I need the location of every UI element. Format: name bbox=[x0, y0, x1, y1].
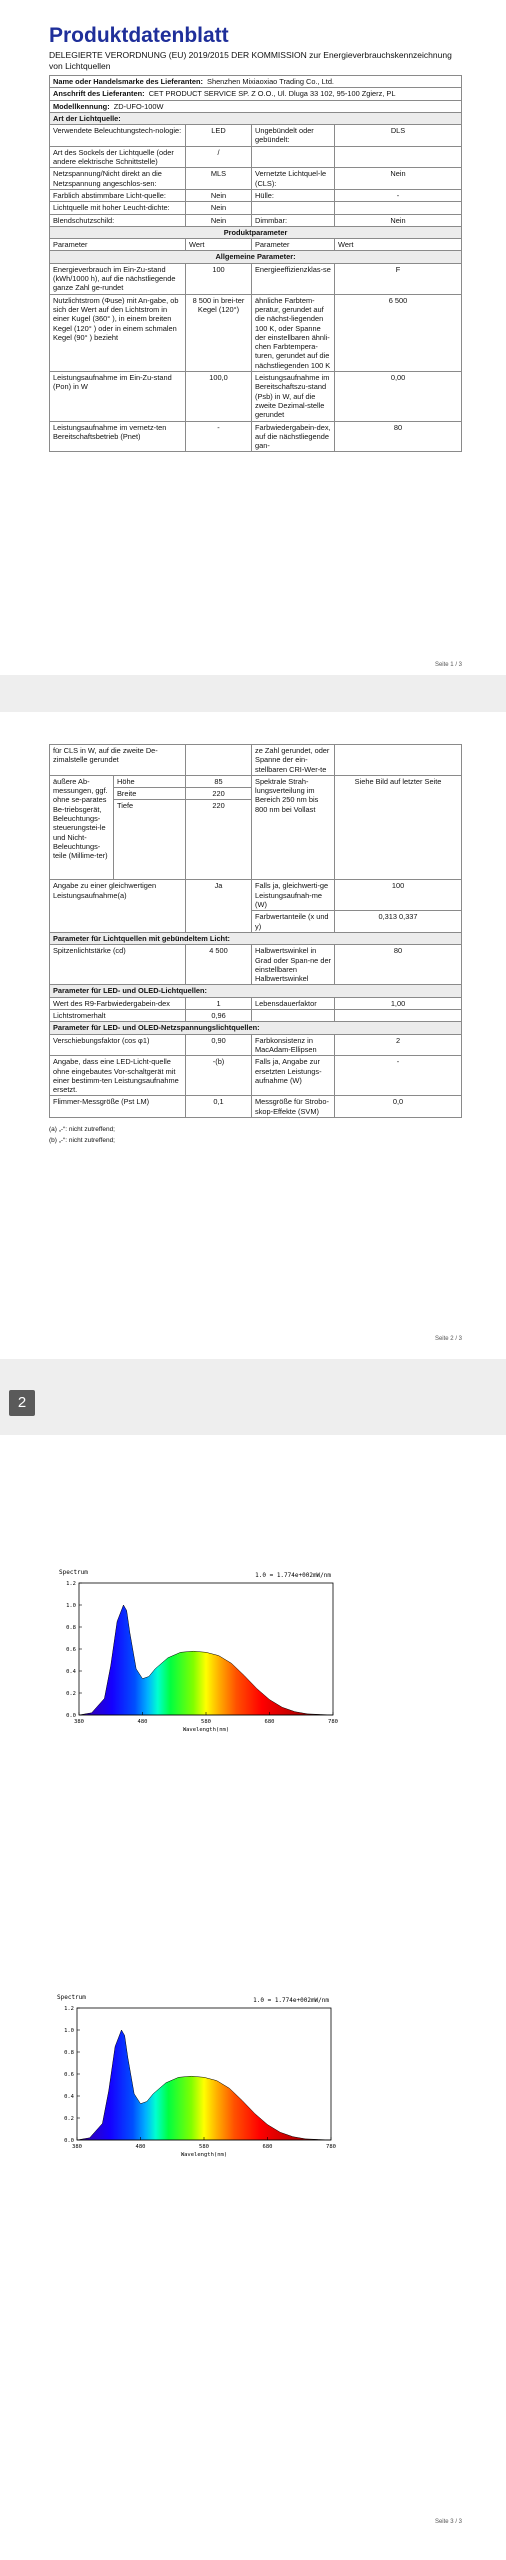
colour-consistency-value: 2 bbox=[335, 1034, 462, 1056]
param-label: Lichtquelle mit hoher Leucht-dichte: bbox=[50, 202, 186, 214]
y-tick-label: 1.0 bbox=[66, 1603, 76, 1609]
equivalent-power-value: Ja bbox=[186, 880, 252, 932]
x-tick-label: 480 bbox=[135, 2144, 146, 2150]
param-value: Nein bbox=[335, 168, 462, 190]
light-source-type-row bbox=[50, 214, 462, 226]
power-factor-value: 0,90 bbox=[186, 1034, 252, 1056]
param-value: Nein bbox=[186, 202, 252, 214]
stroboscopic-value: 0,0 bbox=[335, 1096, 462, 1118]
chromaticity-label: Farbwertanteile (x und y) bbox=[252, 911, 335, 933]
chart-annotation: 1.0 = 1.774e+002mW/nm bbox=[255, 1572, 331, 1579]
replaced-power-value: - bbox=[335, 1056, 462, 1096]
colour-consistency-label: Farbkonsistenz in MacAdam-Ellipsen bbox=[252, 1034, 335, 1056]
lumen-maintenance-value: 0,96 bbox=[186, 1010, 252, 1022]
param-value: Nein bbox=[186, 189, 252, 201]
param-value: 0,00 bbox=[335, 372, 462, 421]
param-label: Blendschutzschild: bbox=[50, 214, 186, 226]
document-title: Produktdatenblatt bbox=[49, 24, 229, 47]
param-value: F bbox=[335, 263, 462, 294]
param-value bbox=[335, 202, 462, 214]
y-tick-label: 0.2 bbox=[64, 2116, 74, 2122]
dim-height-label: Höhe bbox=[114, 775, 186, 787]
spectral-distribution-label: Spektrale Strah-lungsverteilung im Bereich 250 nm bis 800 nm bei Vollast bbox=[252, 775, 335, 880]
x-axis-label: Wavelength(nm) bbox=[180, 2152, 228, 2158]
model-row bbox=[50, 100, 462, 112]
x-tick-label: 780 bbox=[328, 1719, 338, 1725]
r9-value: 1 bbox=[186, 997, 252, 1009]
lumen-maintenance-label: Lichtstromerhalt bbox=[50, 1010, 186, 1022]
x-tick-label: 380 bbox=[72, 2144, 82, 2150]
survival-factor-label: Lebensdauerfaktor bbox=[252, 997, 335, 1009]
param-label: Nutzlichtstrom (Φuse) mit An-gabe, ob sich der Wert auf den Lichtstrom in einer Kugel (360° ), in einem breiten Kegel (120° ) oder in einem schmalen Kegel (90° ) bezieht bbox=[50, 294, 186, 371]
model-label: Modellkennung: bbox=[53, 101, 110, 111]
outer-dimensions-label: äußere Ab-messungen, ggf. ohne se-parates Be-triebsgerät, Beleuchtungs-steuerungstei-le und Nicht-Beleuchtungs-teile (Millime-ter) bbox=[50, 775, 114, 880]
supplier-address-label: Anschrift des Lieferanten: bbox=[53, 89, 145, 99]
power-factor-label: Verschiebungsfaktor (cos φ1) bbox=[50, 1034, 186, 1056]
param-label bbox=[252, 202, 335, 214]
param-label: Vernetzte Lichtquel-le (CLS): bbox=[252, 168, 335, 190]
y-tick-label: 1.2 bbox=[64, 2006, 74, 2012]
col-header-parameter-2: Parameter bbox=[252, 239, 335, 251]
light-source-type-row bbox=[50, 202, 462, 214]
general-parameter-row bbox=[50, 372, 462, 421]
general-parameter-row bbox=[50, 263, 462, 294]
col-header-value-2: Wert bbox=[335, 239, 462, 251]
param-value: LED bbox=[186, 125, 252, 147]
param-value: 80 bbox=[335, 421, 462, 452]
param-value: Nein bbox=[186, 214, 252, 226]
dim-width-label: Breite bbox=[114, 788, 186, 800]
supplier-name-row bbox=[50, 76, 462, 88]
datasheet-page-1 bbox=[0, 0, 506, 675]
param-label bbox=[252, 146, 335, 168]
directional-heading: Parameter für Lichtquellen mit gebündeltem Licht: bbox=[50, 932, 462, 944]
chart-title: Spectrum bbox=[59, 1569, 88, 1576]
spectral-distribution-value: Siehe Bild auf letzter Seite bbox=[335, 775, 462, 880]
x-tick-label: 380 bbox=[74, 1719, 84, 1725]
supplier-table bbox=[49, 75, 462, 452]
dim-height-value: 85 bbox=[186, 775, 252, 787]
page-2-content bbox=[49, 744, 461, 1146]
light-source-type-row bbox=[50, 125, 462, 147]
retrofit-claim-value: -(b) bbox=[186, 1056, 252, 1096]
param-label: Verwendete Beleuchtungstech-nologie: bbox=[50, 125, 186, 147]
y-tick-label: 0.6 bbox=[64, 2072, 74, 2078]
param-label: Energieeffizienzklas-se bbox=[252, 263, 335, 294]
page-number-3: Seite 3 / 3 bbox=[434, 2519, 462, 2525]
parameters-table-continued bbox=[49, 744, 462, 1118]
light-source-type-row bbox=[50, 189, 462, 201]
y-tick-label: 0.2 bbox=[66, 1691, 76, 1697]
supplier-address-value: CET PRODUCT SERVICE SP. Z O.O., Ul. Dluga 33 102, 95-100 Zgierz, PL bbox=[148, 89, 396, 99]
light-source-type-row bbox=[50, 168, 462, 190]
col-header-parameter: Parameter bbox=[50, 239, 186, 251]
led-heading: Parameter für LED- und OLED-Lichtquellen: bbox=[50, 985, 462, 997]
peak-intensity-label: Spitzenlichtstärke (cd) bbox=[50, 945, 186, 985]
y-tick-label: 0.4 bbox=[64, 2094, 74, 2100]
light-source-type-row bbox=[50, 146, 462, 168]
param-value: MLS bbox=[186, 168, 252, 190]
dim-depth-value: 220 bbox=[186, 800, 252, 880]
page-1-content bbox=[49, 24, 461, 452]
param-value: Nein bbox=[335, 214, 462, 226]
regulation-subtitle: DELEGIERTE VERORDNUNG (EU) 2019/2015 DER KOMMISSION zur Energieverbrauchskennzeichnung von Lichtquellen bbox=[49, 50, 452, 71]
param-value: 100 bbox=[186, 263, 252, 294]
dim-depth-label: Tiefe bbox=[114, 800, 186, 880]
beam-angle-value: 80 bbox=[335, 945, 462, 985]
param-value: / bbox=[186, 146, 252, 168]
y-tick-label: 0.8 bbox=[66, 1625, 76, 1631]
chromaticity-value: 0,313 0,337 bbox=[335, 911, 462, 933]
param-value: 8 500 in brei-ter Kegel (120°) bbox=[186, 294, 252, 371]
chart-annotation: 1.0 = 1.774e+002mW/nm bbox=[253, 1997, 329, 2004]
param-value: 100,0 bbox=[186, 372, 252, 421]
general-parameter-row bbox=[50, 294, 462, 371]
model-value: ZD-UFO-100W bbox=[113, 101, 164, 111]
chart-title: Spectrum bbox=[57, 1994, 86, 2001]
x-tick-label: 780 bbox=[326, 2144, 336, 2150]
param-label: Leistungsaufnahme im Ein-Zu-stand (Pon) in W bbox=[50, 372, 186, 421]
param-label: ähnliche Farbtem-peratur, gerundet auf die nächst-liegenden 100 K, oder Spanne der einstellbaren ähnli-chen Farbtempera-turen, gerundet auf die nächstliegenden 100 K bbox=[252, 294, 335, 371]
footnote-b: (b) „-“: nicht zutreffend; bbox=[49, 1137, 115, 1145]
r9-label: Wert des R9-Farbwiedergabein-dex bbox=[50, 997, 186, 1009]
page-number-1: Seite 1 / 3 bbox=[434, 662, 462, 668]
param-value: DLS bbox=[335, 125, 462, 147]
general-parameter-row bbox=[50, 421, 462, 452]
param-label: Ungebündelt oder gebündelt: bbox=[252, 125, 335, 147]
flicker-label: Flimmer-Messgröße (Pst LM) bbox=[50, 1096, 186, 1118]
product-parameters-heading: Produktparameter bbox=[50, 226, 462, 238]
param-label: Leistungsaufnahme im vernetz-ten Bereitschaftsbetrieb (Pnet) bbox=[50, 421, 186, 452]
peak-intensity-value: 4 500 bbox=[186, 945, 252, 985]
param-value: 6 500 bbox=[335, 294, 462, 371]
equivalent-power-w-value: 100 bbox=[335, 880, 462, 911]
stroboscopic-label: Messgröße für Strobo-skop-Effekte (SVM) bbox=[252, 1096, 335, 1118]
spectrum-chart-1 bbox=[57, 1565, 345, 1741]
y-tick-label: 1.2 bbox=[66, 1581, 76, 1587]
param-label: Leistungsaufnahme im Bereitschaftszu-stand (Psb) in W, auf die zweite Dezimal-stelle gerundet bbox=[252, 372, 335, 421]
supplier-address-row bbox=[50, 88, 462, 100]
datasheet-page-3 bbox=[0, 1435, 506, 2560]
x-axis-label: Wavelength(nm) bbox=[182, 1727, 230, 1733]
survival-factor-value: 1,00 bbox=[335, 997, 462, 1009]
y-tick-label: 0.0 bbox=[66, 1713, 76, 1719]
footnote-a: (a) „-“: nicht zutreffend; bbox=[49, 1126, 115, 1134]
flicker-value: 0,1 bbox=[186, 1096, 252, 1118]
x-tick-label: 580 bbox=[201, 1719, 211, 1725]
param-value: - bbox=[335, 189, 462, 201]
param-label: Netzspannung/Nicht direkt an die Netzspannung angeschlos-sen: bbox=[50, 168, 186, 190]
general-parameters-heading: Allgemeine Parameter: bbox=[50, 251, 462, 263]
cls-power-continued: für CLS in W, auf die zweite De-zimalstelle gerundet bbox=[50, 745, 186, 776]
spectrum-chart-2 bbox=[55, 1990, 343, 2166]
y-tick-label: 0.0 bbox=[64, 2138, 74, 2144]
supplier-name-label: Name oder Handelsmarke des Lieferanten: bbox=[53, 77, 203, 86]
equivalent-power-label: Angabe zu einer gleichwertigen Leistungsaufnahme(a) bbox=[50, 880, 186, 932]
y-tick-label: 1.0 bbox=[64, 2028, 74, 2034]
param-value bbox=[335, 146, 462, 168]
equivalent-power-w-label: Falls ja, gleichwerti-ge Leistungsaufnah-me (W) bbox=[252, 880, 335, 911]
replaced-power-label: Falls ja, Angabe zur ersetzten Leistungs-aufnahme (W) bbox=[252, 1056, 335, 1096]
page-number-2: Seite 2 / 3 bbox=[434, 1336, 462, 1342]
datasheet-page-2 bbox=[0, 712, 506, 1359]
dim-width-value: 220 bbox=[186, 788, 252, 800]
x-tick-label: 680 bbox=[264, 1719, 275, 1725]
cri-continued: ze Zahl gerundet, oder Spanne der ein-stellbaren CRI-Wer-te bbox=[252, 745, 335, 776]
x-tick-label: 580 bbox=[199, 2144, 209, 2150]
param-label: Dimmbar: bbox=[252, 214, 335, 226]
mains-led-heading: Parameter für LED- und OLED-Netzspannungslichtquellen: bbox=[50, 1022, 462, 1034]
param-label: Hülle: bbox=[252, 189, 335, 201]
light-source-type-heading: Art der Lichtquelle: bbox=[50, 112, 462, 124]
y-tick-label: 0.8 bbox=[64, 2050, 74, 2056]
page-thumbnail-badge[interactable]: 2 bbox=[9, 1390, 35, 1416]
param-label: Art des Sockels der Lichtquelle (oder andere elektrische Schnittstelle) bbox=[50, 146, 186, 168]
param-label: Energieverbrauch im Ein-Zu-stand (kWh/1000 h), auf die nächstliegende ganze Zahl ge-rundet bbox=[50, 263, 186, 294]
param-value: - bbox=[186, 421, 252, 452]
x-tick-label: 480 bbox=[137, 1719, 148, 1725]
col-header-value: Wert bbox=[186, 239, 252, 251]
retrofit-claim-label: Angabe, dass eine LED-Licht-quelle ohne eingebautes Vor-schaltgerät mit einer bestimm-ten Leistungsaufnahme ersetzt. bbox=[50, 1056, 186, 1096]
param-label: Farblich abstimmbare Licht-quelle: bbox=[50, 189, 186, 201]
x-tick-label: 680 bbox=[262, 2144, 273, 2150]
supplier-name-value: Shenzhen Mixiaoxiao Trading Co., Ltd. bbox=[207, 77, 334, 86]
y-tick-label: 0.6 bbox=[66, 1647, 76, 1653]
beam-angle-label: Halbwertswinkel in Grad oder Span-ne der einstellbaren Halbwertswinkel bbox=[252, 945, 335, 985]
param-label: Farbwiedergabein-dex, auf die nächstliegende gan- bbox=[252, 421, 335, 452]
y-tick-label: 0.4 bbox=[66, 1669, 76, 1675]
